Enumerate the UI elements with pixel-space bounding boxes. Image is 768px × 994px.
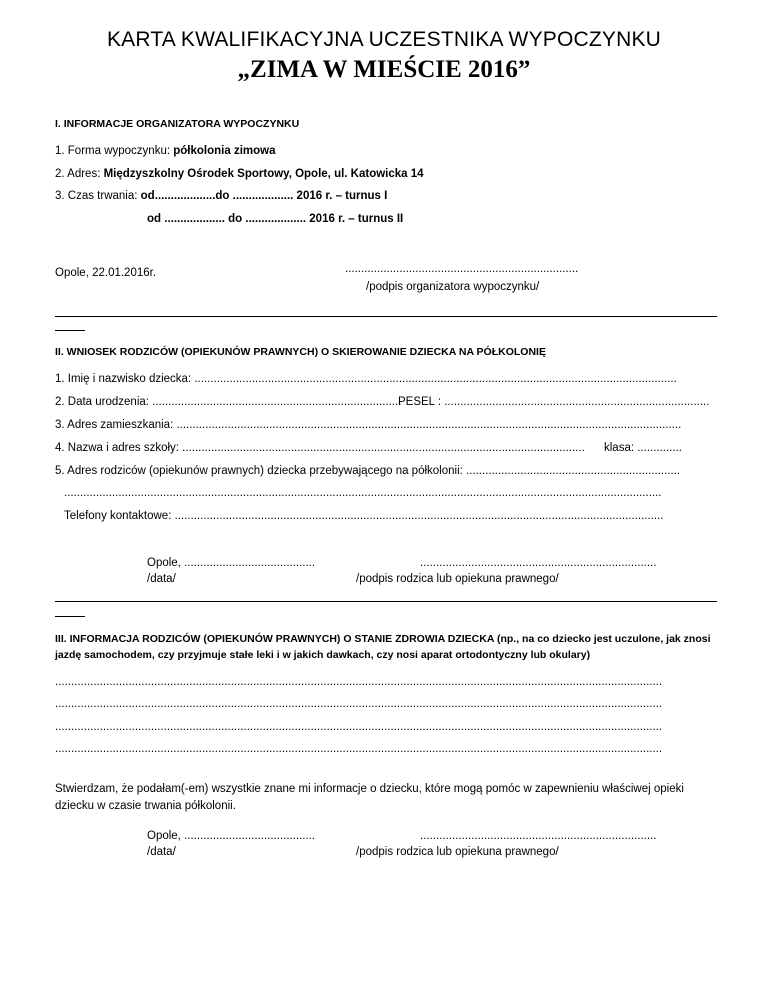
pesel-field: PESEL : ................................................................................... xyxy=(398,396,710,408)
section3-heading: III. INFORMACJA RODZICÓW (OPIEKUNÓW PRAWNYCH) O STANIE ZDROWIA DZIECKA (np., na co dziecko jest uczulone, jak znosi jazdę samochodem, czy przyjmuje stałe leki i w jakich dawkach, czy nosi aparat ortodontyczny lub okulary) xyxy=(55,633,711,661)
health-info-line: .............................................................................................................................................................................................. xyxy=(55,676,663,688)
parent-date-label: /data/ xyxy=(147,573,176,585)
address-value: Międzyszkolny Ośrodek Sportowy, Opole, ul. Katowicka 14 xyxy=(103,168,424,180)
health-info-line: .............................................................................................................................................................................................. xyxy=(55,698,663,710)
form-label: 1. Forma wypoczynku: xyxy=(55,145,171,157)
organizer-signature-label: /podpis organizatora wypoczynku/ xyxy=(366,281,540,293)
phones-field: Telefony kontaktowe: ......................................................................................................................................................... xyxy=(64,510,664,522)
health-info-line: .............................................................................................................................................................................................. xyxy=(55,721,663,733)
home-address-field: 3. Adres zamieszkania: .............................................................................................................................................................. xyxy=(55,419,682,431)
parents-address-field: 5. Adres rodziców (opiekunów prawnych) dziecka przebywającego na półkolonii: ................................................................... xyxy=(55,465,681,477)
final-signature-label: /podpis rodzica lub opiekuna prawnego/ xyxy=(356,846,559,858)
duration-label: 3. Czas trwania: xyxy=(55,190,138,202)
parents-address-continuation: ........................................................................................................................................................................................... xyxy=(64,487,662,499)
document-title: KARTA KWALIFIKACYJNA UCZESTNIKA WYPOCZYNKU xyxy=(106,28,662,51)
form-row xyxy=(55,145,275,157)
final-signature-line: .......................................................................... xyxy=(420,830,657,842)
parent-signature-line: .......................................................................... xyxy=(420,557,657,569)
organizer-signature-line: ......................................................................... xyxy=(345,263,579,275)
divider xyxy=(55,616,85,617)
parent-place: Opole, ......................................... xyxy=(147,557,316,569)
form-value: półkolonia zimowa xyxy=(173,145,276,157)
child-name-field: 1. Imię i nazwisko dziecka: ....................................................................................................................................................... xyxy=(55,373,677,385)
school-field: 4. Nazwa i adres szkoły: .............................................................................................................................. xyxy=(55,442,585,454)
final-place: Opole, ......................................... xyxy=(147,830,316,842)
section2-heading: II. WNIOSEK RODZICÓW (OPIEKUNÓW PRAWNYCH) O SKIEROWANIE DZIECKA NA PÓŁKOLONIĘ xyxy=(55,346,546,358)
statement-text: Stwierdzam, że podałam(-em) wszystkie znane mi informacje o dziecku, które mogą pomóc w zapewnieniu właściwej opieki dziecku w czasie trwania półkolonii. xyxy=(55,783,684,812)
duration-line2: od ................... do ................... 2016 r. – turnus II xyxy=(147,213,404,225)
duration-line1: od...................do ................... 2016 r. – turnus I xyxy=(140,190,388,202)
section1-heading: I. INFORMACJE ORGANIZATORA WYPOCZYNKU xyxy=(55,118,300,130)
address-label: 2. Adres: xyxy=(55,168,101,180)
organizer-place-date: Opole, 22.01.2016r. xyxy=(55,267,157,279)
birth-date-field: 2. Data urodzenia: .............................................................................. xyxy=(55,396,402,408)
class-field: klasa: .............. xyxy=(604,442,682,454)
divider xyxy=(55,330,85,331)
health-info-line: .............................................................................................................................................................................................. xyxy=(55,743,663,755)
address-row xyxy=(55,168,424,180)
divider xyxy=(55,601,717,602)
parent-signature-label: /podpis rodzica lub opiekuna prawnego/ xyxy=(356,573,559,585)
divider xyxy=(55,316,717,317)
final-date-label: /data/ xyxy=(147,846,176,858)
document-subtitle: „ZIMA W MIEŚCIE 2016” xyxy=(237,56,531,83)
duration-row xyxy=(55,190,387,202)
